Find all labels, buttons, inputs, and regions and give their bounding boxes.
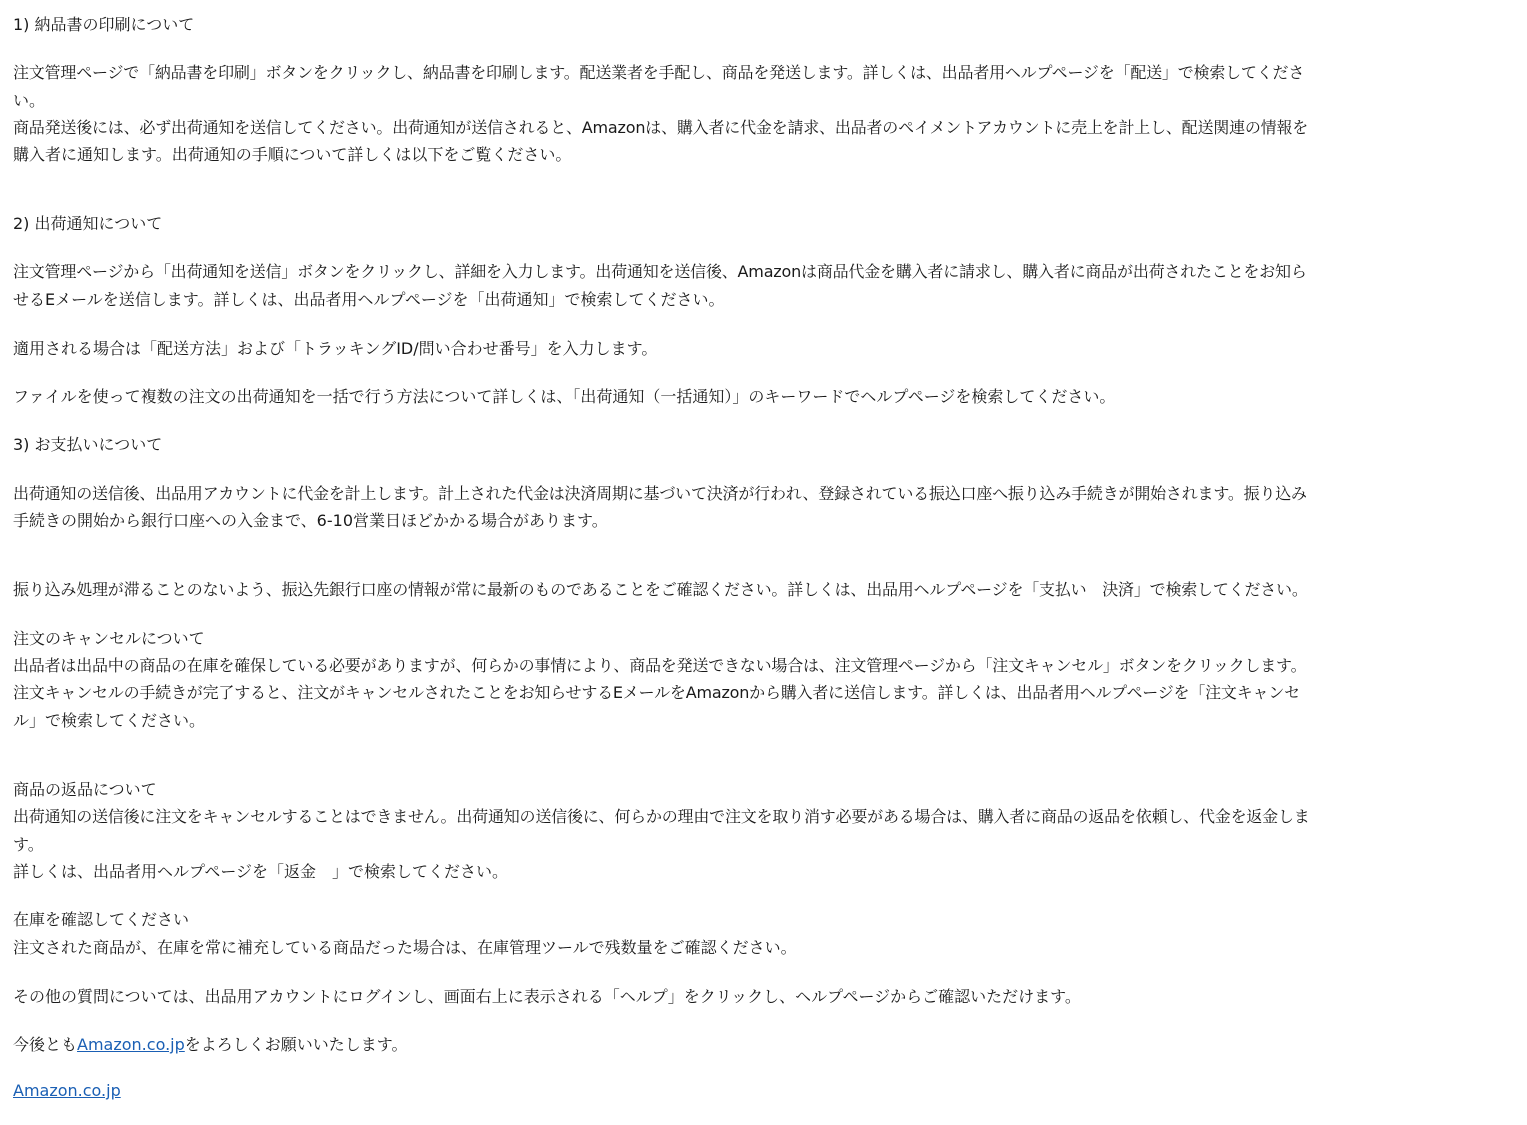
signature-amazon-link[interactable]: Amazon.co.jp (13, 1081, 121, 1100)
signature (13, 1077, 121, 1105)
paragraph-line: 購入者に通知します。出荷通知の手順について詳しくは以下をご覧ください。 (13, 145, 572, 164)
paragraph-line: 注文管理ページで「納品書を印刷」ボタンをクリックし、納品書を印刷します。配送業者を手配し、商品を発送します。詳しくは、出品者用ヘルプページを「配送」で検索してくださ (13, 63, 1305, 82)
paragraph-line: 注文管理ページから「出荷通知を送信」ボタンをクリックし、詳細を入力します。出荷通知を送信後、Amazonは商品代金を購入者に請求し、購入者に商品が出荷されたことをお知ら (13, 262, 1307, 281)
paragraph-line: 出荷通知の送信後に注文をキャンセルすることはできません。出荷通知の送信後に、何らかの理由で注文を取り消す必要がある場合は、購入者に商品の返品を依頼し、代金を返金しま (13, 807, 1310, 826)
paragraph-line: 適用される場合は「配送方法」および「トラッキングID/問い合わせ番号」を入力します。 (13, 339, 658, 358)
section-heading-shipping-notice: 2) 出荷通知について (13, 214, 163, 233)
paragraph-line: 注文された商品が、在庫を常に補充している商品だった場合は、在庫管理ツールで残数量をご確認ください。 (13, 938, 797, 957)
paragraph-other-questions: その他の質問については、出品用アカウントにログインし、画面右上に表示される「ヘルプ」をクリックし、ヘルプページからご確認いただけます。 (13, 987, 1081, 1006)
paragraph-line: 詳しくは、出品者用ヘルプページを「返金 」で検索してください。 (13, 862, 509, 881)
closing-prefix: 今後とも (13, 1035, 78, 1054)
section-heading-returns: 商品の返品について (13, 780, 157, 799)
paragraph-line: せるEメールを送信します。詳しくは、出品者用ヘルプページを「出荷通知」で検索してください。 (13, 290, 725, 309)
paragraph-line: 手続きの開始から銀行口座への入金まで、6-10営業日ほどかかる場合があります。 (13, 511, 608, 530)
paragraph-line: ル」で検索してください。 (13, 711, 206, 730)
section-heading-cancel: 注文のキャンセルについて (13, 629, 205, 648)
section-heading-invoice-print: 1) 納品書の印刷について (13, 15, 195, 34)
paragraph-line: 出荷通知の送信後、出品用アカウントに代金を計上します。計上された代金は決済周期に基づいて決済が行われ、登録されている振込口座へ振り込み手続きが開始されます。振り込み (13, 484, 1307, 503)
paragraph-line: ファイルを使って複数の注文の出荷通知を一括で行う方法について詳しくは、「出荷通知（一括通知）」のキーワードでヘルプページを検索してください。 (13, 387, 1116, 406)
closing-line (13, 1031, 408, 1059)
section-heading-payment: 3) お支払いについて (13, 435, 163, 454)
paragraph-line: 注文キャンセルの手続きが完了すると、注文がキャンセルされたことをお知らせするEメールをAmazonから購入者に送信します。詳しくは、出品者用ヘルプページを「注文キャンセ (13, 683, 1300, 702)
section-heading-stock: 在庫を確認してください (13, 910, 190, 929)
paragraph-line: す。 (13, 835, 44, 854)
amazon-link[interactable]: Amazon.co.jp (77, 1035, 185, 1054)
closing-suffix: をよろしくお願いいたします。 (184, 1035, 408, 1054)
paragraph-line: い。 (13, 91, 46, 110)
paragraph-line: 出品者は出品中の商品の在庫を確保している必要がありますが、何らかの事情により、商品を発送できない場合は、注文管理ページから「注文キャンセル」ボタンをクリックします。 (13, 656, 1307, 675)
paragraph-line: 商品発送後には、必ず出荷通知を送信してください。出荷通知が送信されると、Amazonは、購入者に代金を請求、出品者のペイメントアカウントに売上を計上し、配送関連の情報を (13, 118, 1309, 137)
paragraph-line: 振り込み処理が滞ることのないよう、振込先銀行口座の情報が常に最新のものであることをご確認ください。詳しくは、出品用ヘルプページを「支払い 決済」で検索してください。 (13, 580, 1308, 599)
